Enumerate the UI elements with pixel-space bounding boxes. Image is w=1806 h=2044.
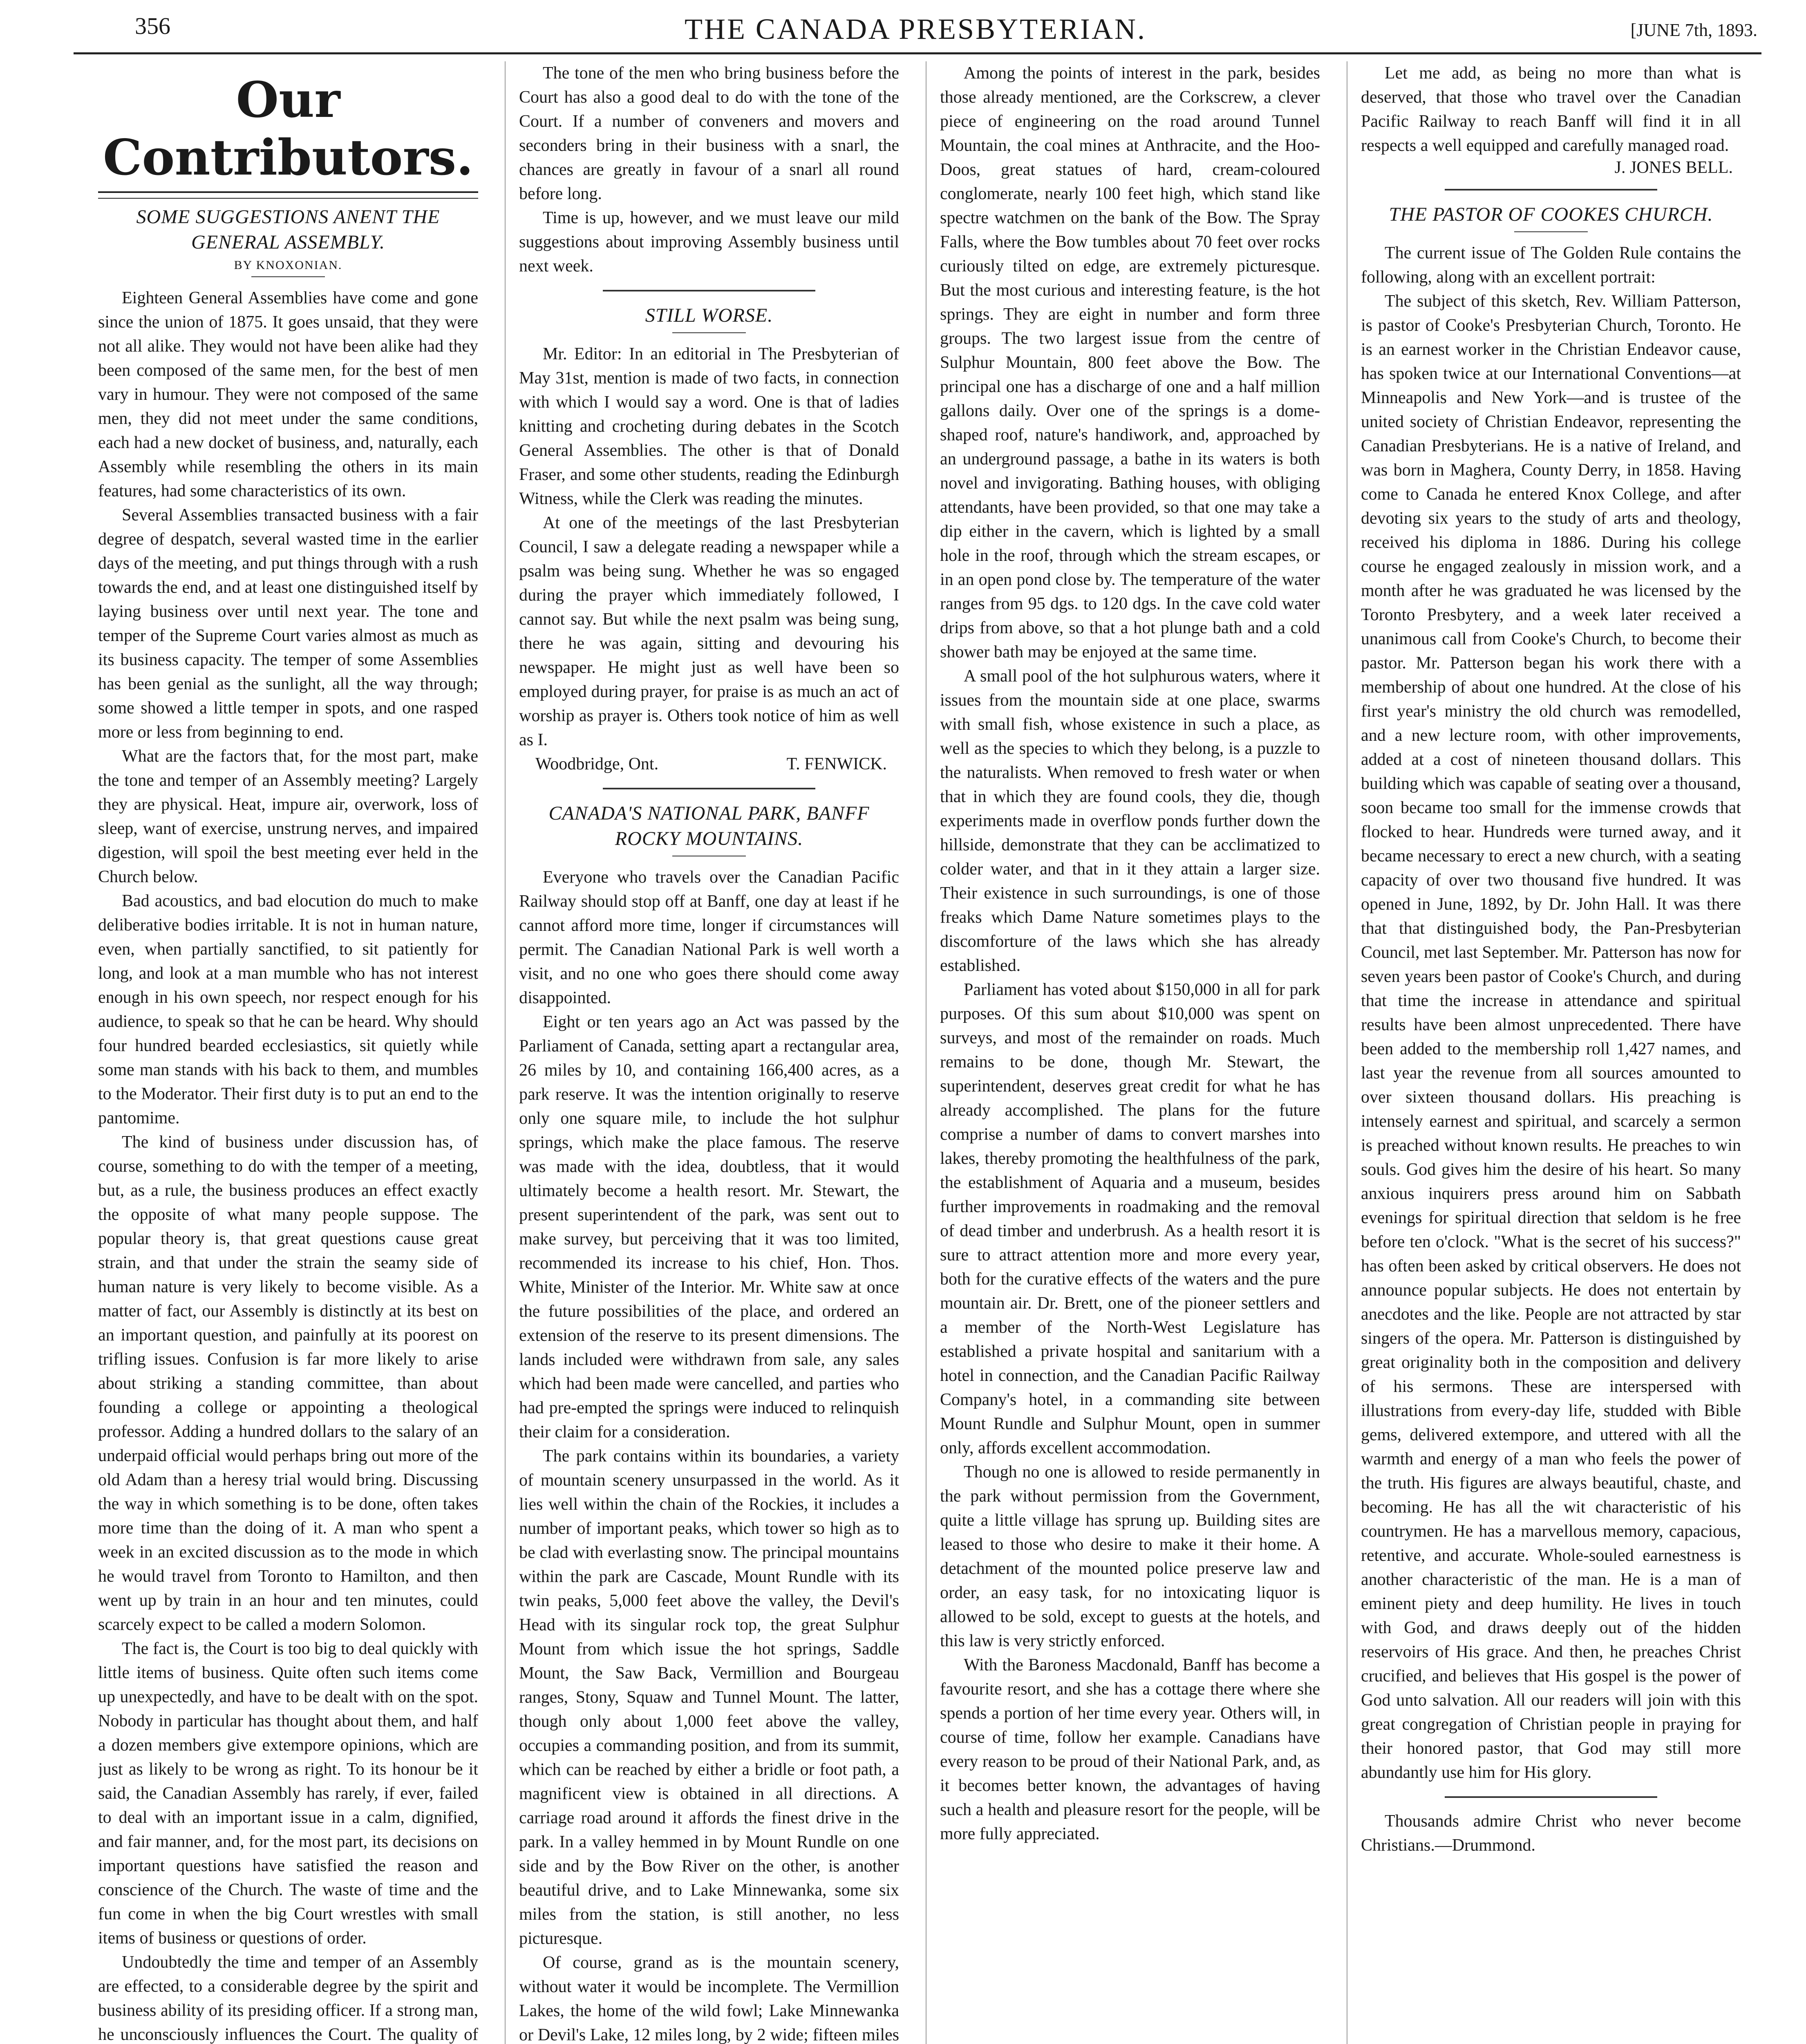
paragraph: Bad acoustics, and bad elocution do much to make deliberative bodies irritable. It is not in human nature, even, when partially sanctified, to sit patiently for long, and look at a man mumble who has not interest enough in his own speech, nor respect enough for his audience, to speak so that he can be heard. Why should four hundred bearded ecclesiastics, sit quietly while some man stands with his back to them, and mumbles to the Moderator. Their first duty is to put an end to the pantomime. xyxy=(98,892,478,1127)
page-number: 356 xyxy=(135,13,170,39)
rule xyxy=(1445,1796,1657,1798)
paragraph: The park contains within its boundaries, a variety of mountain scenery unsurpassed in the world. As it lies well within the chain of the Rockies, it includes a number of important peaks, which tower so high as to be clad with everlasting snow. The principal mountains within the park are Cascade, Mount Rundle with its twin peaks, 5,000 feet above the valley, the Devil's Head with its singular rock top, the great Sulphur Mount from which issue the hot springs, Saddle Mount, the Saw Back, Vermillion and Bourgeau ranges, Stony, Squaw and Tunnel Mount. The latter, though only about 1,000 feet above the valley, occupies a commanding position, and from its summit, which can be reached by either a bridle or foot path, a magnificent view is obtained in all directions. A carriage road around it affords the finest drive in the park. In a valley hemmed in by Mount Rundle on one side and by the Bow River on the other, is another beautiful drive, and to Lake Minnewanka, some six miles from the station, is still another, no less picturesque. xyxy=(519,1447,899,1948)
paragraph: Mr. Editor: In an editorial in The Presbyterian of May 31st, mention is made of two facts, in connection with which I would say a word. One is that of ladies knitting and crocheting during debates in the Scotch General Assemblies. The other is that of Donald Fraser, and some other students, reading the Edinburgh Witness, while the Clerk was reading the minutes. xyxy=(519,345,899,508)
paragraph: Everyone who travels over the Canadian Pacific Railway should stop off at Banff, one day at least if he cannot afford more time, longer if circumstances will permit. The Canadian National Park is well worth a visit, and no one who goes there should come away disappointed. xyxy=(519,868,899,1007)
paragraph: What are the factors that, for the most part, make the tone and temper of an Assembly meeting? Largely they are physical. Heat, impure air, overwork, loss of sleep, want of exercise, unstrung nerves, and impaired digestion, will spoil the best meeting ever held in the Church below. xyxy=(98,747,478,886)
paragraph: Several Assemblies transacted business with a fair degree of despatch, several wasted time in the earlier days of the meeting, and put things through with a rush towards the end, and at least one distinguished itself by laying business over until next year. The tone and temper of the Supreme Court varies almost as much as its business capacity. The temper of some Assemblies has been genial as the sunlight, all the way through; some showed a little temper in spots, and one rasped more or less from beginning to end. xyxy=(98,506,478,742)
paragraph: A small pool of the hot sulphurous waters, where it issues from the mountain side at one place, swarms with small fish, whose existence in such a place, as well as the species to which they belong, is a puzzle to the naturalists. When removed to fresh water or when that in which they are found cools, they die, though experiments made in overflow ponds further down the hillside, demonstrate that they can be acclimatized to colder water, and that in it they attain a larger size. Their existence in such surroundings, is one of those freaks which Dame Nature sometimes plays to the discomforture of the laws which she has already established. xyxy=(940,667,1320,975)
rule xyxy=(603,788,815,789)
paragraph: Let me add, as being no more than what is deserved, that those who travel over the Canadian Pacific Railway to reach Banff will find it in all respects a well equipped and carefully managed road. xyxy=(1361,64,1741,155)
paragraph: Of course, grand as is the mountain scenery, without water it would be incomplete. The Vermillion Lakes, the home of the wild fowl; Lake Minnewanka or Devil's Lake, 12 miles long, by 2 wide; fifteen miles xyxy=(519,1953,899,2044)
section-rule xyxy=(98,191,478,199)
column-2 xyxy=(519,61,899,2044)
article-title: SOME SUGGESTIONS ANENT THE GENERAL ASSEMBLY. xyxy=(136,206,440,253)
article-title: STILL WORSE. xyxy=(645,305,773,326)
head-rule xyxy=(74,52,1761,54)
running-head xyxy=(74,12,1757,49)
paragraph: Eight or ten years ago an Act was passed by the Parliament of Canada, setting apart a rectangular area, 26 miles by 10, and containing 166,400 acres, as a park reserve. It was the intention originally to reserve only one square mile, to include the hot sulphur springs, which make the place famous. The reserve was made with the idea, doubtless, that it would ultimately become a health resort. Mr. Stewart, the present superintendent of the park, was sent out to make survey, but perceiving that it was too limited, recommended its increase to his chief, Hon. Thos. White, Minister of the Interior. Mr. White saw at once the future possibilities of the place, and ordered an extension of the reserve to its present dimensions. The lands included were withdrawn from sale, any sales which had been made were cancelled, and parties who had pre-empted the springs were induced to relinquish their claim for a consideration. xyxy=(519,1013,899,1441)
paragraph: The kind of business under discussion has, of course, something to do with the temper of a meeting, but, as a rule, the business produces an effect exactly the opposite of what many people suppose. The popular theory is, that great questions cause great strain, and that under the strain the seamy side of human nature is very likely to become visible. As a matter of fact, our Assembly is distinctly at its best on an important question, and painfully at its poorest on trifling issues. Confusion is far more likely to arise about striking a standing committee, than about founding a college or appointing a theological professor. Adding a hundred dollars to the salary of an underpaid official would perhaps bring out more of the old Adam than a heresy trial would bring. Discussing the way in which something is to be done, often takes more time than the doing of it. A man who spent a week in an excited discussion as to the mode in which he would travel from Toronto to Hamilton, and then went up by train in an hour and ten minutes, could scarcely expect to be called a modern Solomon. xyxy=(98,1133,478,1634)
paragraph: The tone of the men who bring business before the Court has also a good deal to do with the tone of the Court. If a number of conveners and movers and seconders bring in their business with a snarl, the chances are greatly in favour of a snarl all round before long. xyxy=(519,64,899,203)
paragraph: At one of the meetings of the last Presbyterian Council, I saw a delegate reading a newspaper while a psalm was being sung. Whether he was so engaged during the prayer which immediately followed, I cannot say. But while the next psalm was being sung, there he was again, sitting and devouring his newspaper. He might just as well have been so employed during prayer, for praise is as much an act of worship as prayer is. Others took notice of him as well as I. xyxy=(519,513,899,749)
filler-quote: Thousands admire Christ who never become Christians.—Drummond. xyxy=(1361,1812,1741,1855)
rule xyxy=(1445,189,1657,191)
column-1 xyxy=(98,61,478,2044)
rule xyxy=(1514,231,1588,232)
rule xyxy=(603,290,815,291)
place: Woodbridge, Ont. xyxy=(535,755,659,773)
rule xyxy=(672,332,746,333)
column-divider xyxy=(505,61,506,2044)
paper-title: THE CANADA PRESBYTERIAN. xyxy=(684,13,1147,45)
paragraph: Among the points of interest in the park, besides those already mentioned, are the Corkscrew, a clever piece of engineering on the road around Tunnel Mountain, the coal mines at Anthracite, and the Hoo-Doos, great statues of hard, cream-coloured conglomerate, nearly 100 feet high, which stand like spectre watchmen on the bank of the Bow. The Spray Falls, where the Bow tumbles about 70 feet over rocks curiously tilted on edge, are extremely picturesque. But the most curious and interesting feature, is the hot springs. They are eight in number and form three groups. The two largest issue from the centre of Sulphur Mountain, 800 feet above the Bow. The principal one has a discharge of one and a half million gallons daily. Over one of the springs is a dome-shaped roof, nature's handiwork, and, approached by an underground passage, a bathe in its waters is both novel and invigorating. Bathing houses, with obliging attendants, have been provided, so that one may take a dip either in the cavern, which is lighted by a small hole in the roof, through which the stream escapes, or in an open pond close by. The temperature of the water ranges from 95 dgs. to 120 dgs. In the cave cold water drips from above, so that a hot plunge bath and a cold shower bath may be enjoyed at the same time. xyxy=(940,64,1320,661)
paragraph: Time is up, however, and we must leave our mild suggestions about improving Assembly business until next week. xyxy=(519,208,899,276)
rule xyxy=(251,276,325,277)
paragraph: Though no one is allowed to reside permanently in the park without permission from the Government, quite a little village has sprung up. Building sites are leased to those who desire to make it their home. A detachment of the mounted police preserve law and order, an easy task, for no intoxicating liquor is allowed to be sold, except to guests at the hotels, and this law is very strictly enforced. xyxy=(940,1463,1320,1650)
issue-date: [JUNE 7th, 1893. xyxy=(1630,20,1757,40)
signature: T. FENWICK. xyxy=(786,755,887,773)
column-4 xyxy=(1361,61,1741,2044)
paragraph: The current issue of The Golden Rule contains the following, along with an excellent portrait: xyxy=(1361,244,1741,287)
signoff xyxy=(519,752,899,776)
column-3 xyxy=(940,61,1320,2044)
paragraph: Eighteen General Assemblies have come and gone since the union of 1875. It goes unsaid, that they were not all alike. They would not have been alike had they been composed of the same men, for the best of men vary in humour. They were not composed of the same men, they did not meet under the same conditions, each had a new docket of business, and, naturally, each Assembly while resembling the others in its main features, had some characteristics of its own. xyxy=(98,289,478,500)
paragraph: The fact is, the Court is too big to deal quickly with little items of business. Quite often such items come up unexpectedly, and have to be dealt with on the spot. Nobody in particular has thought about them, and half a dozen members give extempore opinions, which are just as likely to be wrong as right. To its honour be it said, the Canadian Assembly has rarely, if ever, failed to deal with an important issue in a calm, dignified, and fair manner, and, for the most part, its decisions on important questions have satisfied the reason and conscience of the Church. The waste of time and the fun come in when the big Court wrestles with small items of business or questions of order. xyxy=(98,1639,478,1948)
section-title: Our Contributors. xyxy=(103,71,474,186)
paragraph: Undoubtedly the time and temper of an Assembly are effected, to a considerable degree by the spirit and business ability of its presiding officer. If a strong man, he unconsciously influences the Court. The quality of xyxy=(98,1953,478,2044)
article-title: THE PASTOR OF COOKES CHURCH. xyxy=(1389,204,1713,225)
paragraph: The subject of this sketch, Rev. William Patterson, is pastor of Cooke's Presbyterian Church, Toronto. He is an earnest worker in the Christian Endeavor cause, has spoken twice at our International Conventions—at Minneapolis and New York—and is trustee of the united society of Christian Endeavor, representing the Canadian Presbyterians. He is a native of Ireland, and was born in Maghera, County Derry, in 1858. Having come to Canada he entered Knox College, and after devoting six years to the study of arts and theology, received his diploma in 1886. During his college course he engaged zealously in mission work, and a month after he was graduated he was licensed by the Toronto Presbytery, and a week later received a unanimous call from Cooke's Church, to become their pastor. Mr. Patterson began his work there with a membership of about one hundred. At the close of his first year's ministry the old church was remodelled, and a new lecture room, with other improvements, added at a cost of nineteen thousand dollars. This building which was capable of seating over a thousand, soon became too small for the immense crowds that flocked to hear. Hundreds were turned away, and it became necessary to erect a new church, with a seating capacity of over two thousand five hundred. It was opened in June, 1892, by Dr. John Hall. It was there that that distinguished body, the Pan-Presbyterian Council, met last September. Mr. Patterson has now for seven years been pastor of Cooke's Church, and during that time the increase in attendance and spiritual results have been almost unprecedented. There have been added to the membership roll 1,427 names, and last year the revenue from all sources amounted to over sixteen thousand dollars. His preaching is intensely earnest and spiritual, and scarcely a sermon is preached without known results. He preaches to win souls. God gives him the desire of his heart. So many anxious inquirers press around him on Sabbath evenings for spiritual direction that seldom is he free before ten o'clock. "What is the secret of his success?" has often been asked by critical observers. He does not announce popular subjects. He does not entertain by anecdotes and the like. People are not attracted by star singers of the opera. Mr. Patterson is distinguished by great originality both in the composition and delivery of his sermons. These are interspersed with illustrations from every-day life, studded with Bible gems, delivered extempore, and uttered with all the warmth and energy of a man who feels the power of the truth. His figures are always beautiful, chaste, and becoming. He has all the wit characteristic of his countrymen. He has a marvellous memory, capacious, retentive, and accurate. Whole-souled earnestness is another characteristic of the man. He is a man of eminent piety and deep humility. He lives in touch with God, and draws deeply out of the hidden reservoirs of His grace. And then, he preaches Christ crucified, and believes that His gospel is the power of God unto salvation. All our readers will join with this great congregation of Christian people in praying for their honored pastor, that God may still more abundantly use him for His glory. xyxy=(1361,292,1741,1782)
paragraph: Parliament has voted about $150,000 in all for park purposes. Of this sum about $10,000 was spent on surveys, and most of the remainder on roads. Much remains to be done, though Mr. Stewart, the superintendent, deserves great credit for what he has already accomplished. The plans for the future comprise a number of dams to convert marshes into lakes, thereby promoting the healthfulness of the park, the establishment of Aquaria and a museum, besides further improvements in roadmaking and the removal of dead timber and underbrush. As a health resort it is sure to attract attention more and more every year, both for the curative effects of the waters and the pure mountain air. Dr. Brett, one of the pioneer settlers and a member of the North-West Legislature has established a private hospital and sanitarium with a hotel in connection, and the Canadian Pacific Railway Company's hotel, in a commanding site between Mount Rundle and Sulphur Mount, open in summer only, affords excellent accommodation. xyxy=(940,980,1320,1457)
paragraph: With the Baroness Macdonald, Banff has become a favourite resort, and she has a cottage there where she spends a portion of her time every year. Others will, in course of time, follow her example. Canadians have every reason to be proud of their National Park, and, as it becomes better known, the advantages of having such a health and pleasure resort for the people, will be more fully appreciated. xyxy=(940,1656,1320,1843)
article-title: CANADA'S NATIONAL PARK, BANFF ROCKY MOUNTAINS. xyxy=(548,802,870,849)
byline: BY KNOXONIAN. xyxy=(234,258,342,272)
signature: J. JONES BELL. xyxy=(1614,158,1733,177)
